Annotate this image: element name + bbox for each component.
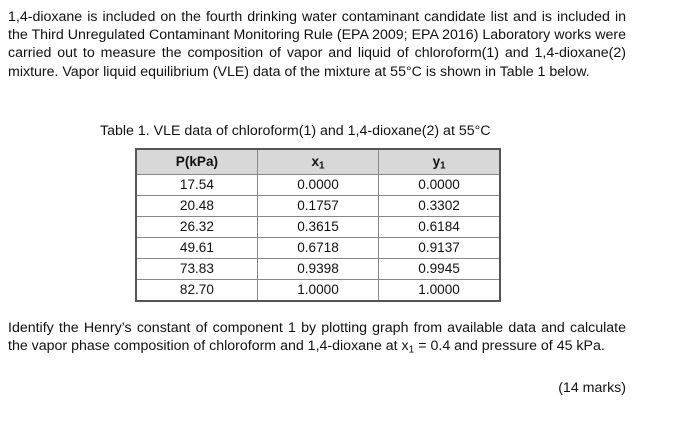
cell-y1: 0.0000 (379, 175, 500, 196)
table-row (136, 259, 500, 280)
cell-y1: 0.6184 (379, 217, 500, 238)
cell-y1: 0.9137 (379, 238, 500, 259)
cell-y1: 0.9945 (379, 259, 500, 280)
header-y1-subscript: 1 (440, 160, 446, 172)
cell-x1: 0.6718 (257, 238, 378, 259)
question-x1-subscript: 1 (408, 344, 415, 356)
header-pressure: P(kPa) (136, 149, 257, 175)
table-row (136, 238, 500, 259)
header-x1-base: x (311, 154, 320, 169)
table-row (136, 280, 500, 302)
header-y1-base: y (432, 154, 441, 169)
cell-x1: 1.0000 (257, 280, 378, 302)
cell-x1: 0.0000 (257, 175, 378, 196)
cell-x1: 0.1757 (257, 196, 378, 217)
question-paragraph (8, 319, 626, 355)
table-row (136, 175, 500, 196)
cell-pressure: 20.48 (136, 196, 257, 217)
cell-x1: 0.3615 (257, 217, 378, 238)
cell-y1: 0.3302 (379, 196, 500, 217)
cell-y1: 1.0000 (379, 280, 500, 302)
vle-data-table (135, 148, 501, 302)
table-row (136, 217, 500, 238)
intro-paragraph: 1,4-dioxane is included on the fourth drinking water contaminant candidate list and is included in the Third Unregulated Contaminant Monitoring Rule (EPA 2009; EPA 2016) Laboratory works were carried out to measure the composition of vapor and liquid of chloroform(1) and 1,4-dioxane(2) mixture. Vapor liquid equilibrium (VLE) data of the mixture at 55°C is shown in Table 1 below. (8, 9, 626, 80)
cell-pressure: 17.54 (136, 175, 257, 196)
header-y1 (379, 149, 500, 175)
table-row (136, 196, 500, 217)
cell-pressure: 73.83 (136, 259, 257, 280)
cell-x1: 0.9398 (257, 259, 378, 280)
question-text-part1: Identify the Henry’s constant of component 1 by plotting graph from available data and calculate the vapor phase composition of chloroform and 1,4-dioxane at x (8, 320, 626, 355)
cell-pressure: 82.70 (136, 280, 257, 302)
table-caption: Table 1. VLE data of chloroform(1) and 1,4-dioxane(2) at 55°C (100, 123, 491, 139)
table-header-row (136, 149, 500, 175)
cell-pressure: 49.61 (136, 238, 257, 259)
question-text-part2: = 0.4 and pressure of 45 kPa. (414, 338, 605, 355)
header-x1-subscript: 1 (319, 160, 325, 172)
marks-label: (14 marks) (558, 380, 626, 396)
header-x1 (257, 149, 378, 175)
cell-pressure: 26.32 (136, 217, 257, 238)
